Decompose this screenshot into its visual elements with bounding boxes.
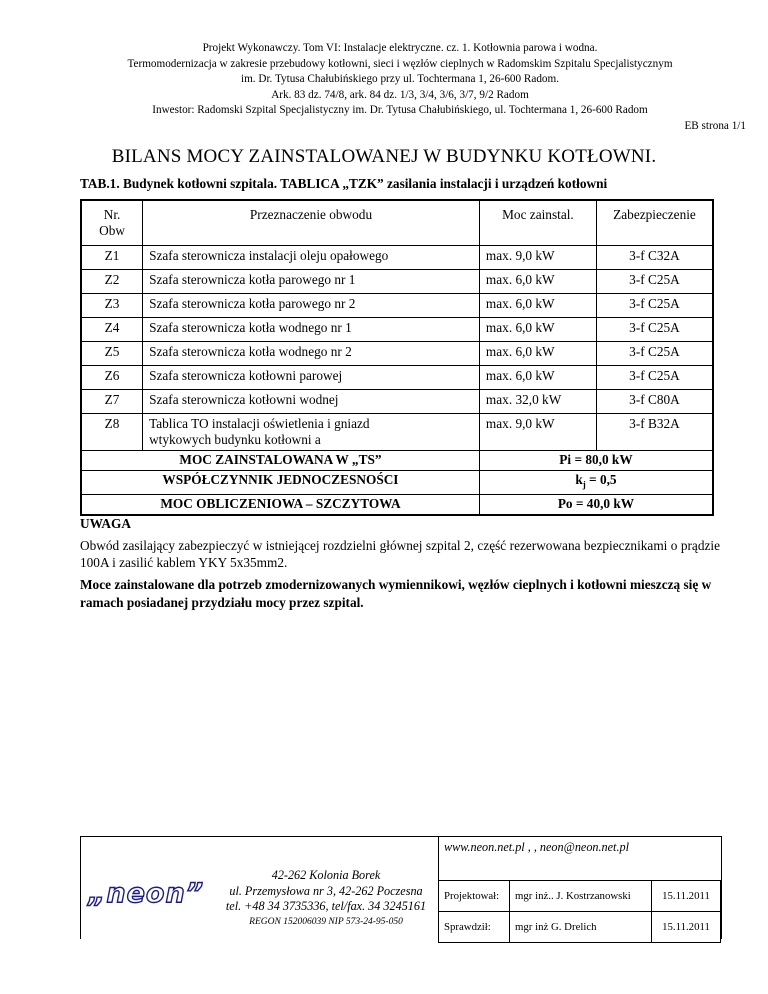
circuit-purpose <box>143 366 480 390</box>
installed-power: max. 6,0 kW <box>479 366 596 390</box>
circuit-number: Z6 <box>81 366 143 390</box>
circuit-number: Z4 <box>81 318 143 342</box>
note-heading: UWAGA <box>80 516 131 531</box>
header-line-address: im. Dr. Tytusa Chałubińskiego przy ul. Tochtermana 1, 26-600 Radom. <box>240 73 560 85</box>
table-row <box>81 270 713 294</box>
designer-date: 15.11.2011 <box>652 881 721 912</box>
coef-value: = 0,5 <box>585 472 617 487</box>
protection: 3-f C25A <box>596 342 713 366</box>
summary-value <box>479 471 713 495</box>
address-regon: REGON 152006039 NIP 573-24-95-050 <box>249 916 403 927</box>
summary-value: Pi = 80,0 kW <box>479 451 713 471</box>
protection: 3-f C80A <box>596 390 713 414</box>
page-title: BILANS MOCY ZAINSTALOWANEJ W BUDYNKU KOTŁOWNI. <box>111 146 657 167</box>
summary-label: MOC ZAINSTALOWANA W „TS” <box>81 451 479 471</box>
summary-label: WSPÓŁCZYNNIK JEDNOCZESNOŚCI <box>81 471 479 495</box>
header-line-project: Projekt Wykonawczy. Tom VI: Instalacje elektryczne. cz. 1. Kotłownia parowa i wodna. <box>202 42 598 54</box>
note-text-supply: Obwód zasilający zabezpieczyć w istniejącej rozdzielni głównej szpital 2, część rezerwowana bezpiecznikami o prądzie 100A i zasilić kablem YKY 5x35mm2. <box>80 538 720 570</box>
protection: 3-f C25A <box>596 270 713 294</box>
header-nr <box>81 200 143 246</box>
summary-row-peak <box>81 494 713 515</box>
protection: 3-f C25A <box>596 294 713 318</box>
designer-label: Projektował: <box>439 881 510 912</box>
checker-name: mgr inż G. Drelich <box>510 912 652 943</box>
summary-row-installed <box>81 451 713 471</box>
table-row <box>81 366 713 390</box>
company-contact: www.neon.net.pl , , neon@neon.net.pl <box>444 840 629 854</box>
summary-label: MOC OBLICZENIOWA – SZCZYTOWA <box>81 494 479 515</box>
circuit-number: Z1 <box>81 246 143 270</box>
signature-row-checker <box>439 912 721 943</box>
checker-date: 15.11.2011 <box>652 912 721 943</box>
table-row <box>81 342 713 366</box>
signature-row-designer <box>439 881 721 912</box>
installed-power: max. 6,0 kW <box>479 270 596 294</box>
address-line: ul. Przemysłowa nr 3, 42-262 Poczesna <box>229 883 423 898</box>
header-obw-label: Obw <box>99 223 125 238</box>
circuit-purpose-line: Szafa sterownicza kotła parowego nr 2 <box>149 296 356 311</box>
table-row <box>81 390 713 414</box>
header-moc: Moc zainstal. <box>479 200 596 246</box>
document-header <box>40 41 760 134</box>
table-row <box>81 318 713 342</box>
circuit-purpose <box>143 270 480 294</box>
header-line-scope: Termomodernizacja w zakresie przebudowy kotłowni, sieci i węzłów cieplnych w Radomskim Szpitalu Specjalistycznym <box>127 57 673 70</box>
circuit-purpose-line: Szafa sterownicza kotłowni wodnej <box>149 392 339 407</box>
summary-row-coefficient <box>81 471 713 495</box>
installed-power: max. 9,0 kW <box>479 414 596 451</box>
installed-power: max. 6,0 kW <box>479 318 596 342</box>
header-zabezpieczenie: Zabezpieczenie <box>596 200 713 246</box>
header-line-parcels: Ark. 83 dz. 74/8, ark. 84 dz. 1/3, 3/4, 3/6, 3/7, 9/2 Radom <box>271 88 529 101</box>
circuit-purpose <box>143 318 480 342</box>
note-text-power: Moce zainstalowane dla potrzeb zmodernizowanych wymiennikowi, węzłów cieplnych i kotłowni mieszczą się w ramach posiadanej przydziału mocy przez szpital. <box>80 577 712 610</box>
company-address <box>212 868 440 929</box>
header-nr-label: Nr. <box>103 207 121 222</box>
circuit-number: Z5 <box>81 342 143 366</box>
header-line-investor: Inwestor: Radomski Szpital Specjalistyczny im. Dr. Tytusa Chałubińskiego, ul. Tochtermana 1, 26-600 Radom <box>152 104 648 116</box>
circuit-purpose <box>143 414 480 451</box>
circuit-purpose-line: Tablica TO instalacji oświetlenia i gniazd <box>149 416 370 431</box>
table-caption: TAB.1. Budynek kotłowni szpitala. TABLICA „TZK” zasilania instalacji i urządzeń kotłowni <box>80 176 608 191</box>
circuit-purpose-line: Szafa sterownicza instalacji oleju opałowego <box>149 248 389 263</box>
circuit-purpose-line: Szafa sterownicza kotła wodnego nr 2 <box>149 344 352 359</box>
installed-power: max. 6,0 kW <box>479 342 596 366</box>
circuit-purpose <box>143 342 480 366</box>
checker-label: Sprawdził: <box>439 912 510 943</box>
installed-power: max. 32,0 kW <box>479 390 596 414</box>
circuit-purpose <box>143 246 480 270</box>
coef-symbol: k <box>575 472 583 487</box>
protection: 3-f B32A <box>596 414 713 451</box>
header-przeznaczenie: Przeznaczenie obwodu <box>143 200 480 246</box>
circuit-number: Z2 <box>81 270 143 294</box>
table-row <box>81 294 713 318</box>
address-line: 42-262 Kolonia Borek <box>271 868 381 882</box>
table-row <box>81 246 713 270</box>
circuit-number: Z3 <box>81 294 143 318</box>
installed-power: max. 9,0 kW <box>479 246 596 270</box>
summary-value: Po = 40,0 kW <box>479 494 713 515</box>
table-header-row <box>81 200 713 246</box>
address-line: tel. +48 34 3735336, tel/fax. 34 3245161 <box>225 899 427 913</box>
circuit-purpose-line: Szafa sterownicza kotłowni parowej <box>149 368 343 383</box>
company-logo: „neon” <box>88 878 205 909</box>
circuit-purpose-line: wtykowych budynku kotłowni a <box>149 432 321 447</box>
power-balance-table <box>80 199 714 516</box>
protection: 3-f C25A <box>596 366 713 390</box>
signature-table <box>438 880 721 943</box>
protection: 3-f C32A <box>596 246 713 270</box>
coef-subscript: j <box>582 479 586 490</box>
circuit-purpose-line: Szafa sterownicza kotła wodnego nr 1 <box>149 320 352 335</box>
circuit-purpose <box>143 390 480 414</box>
protection: 3-f C25A <box>596 318 713 342</box>
installed-power: max. 6,0 kW <box>479 294 596 318</box>
table-row <box>81 414 713 451</box>
designer-name: mgr inż.. J. Kostrzanowski <box>510 881 652 912</box>
circuit-purpose <box>143 294 480 318</box>
circuit-number: Z8 <box>81 414 143 451</box>
circuit-purpose-line: Szafa sterownicza kotła parowego nr 1 <box>149 272 356 287</box>
page-number: EB strona 1/1 <box>684 119 746 132</box>
circuit-number: Z7 <box>81 390 143 414</box>
